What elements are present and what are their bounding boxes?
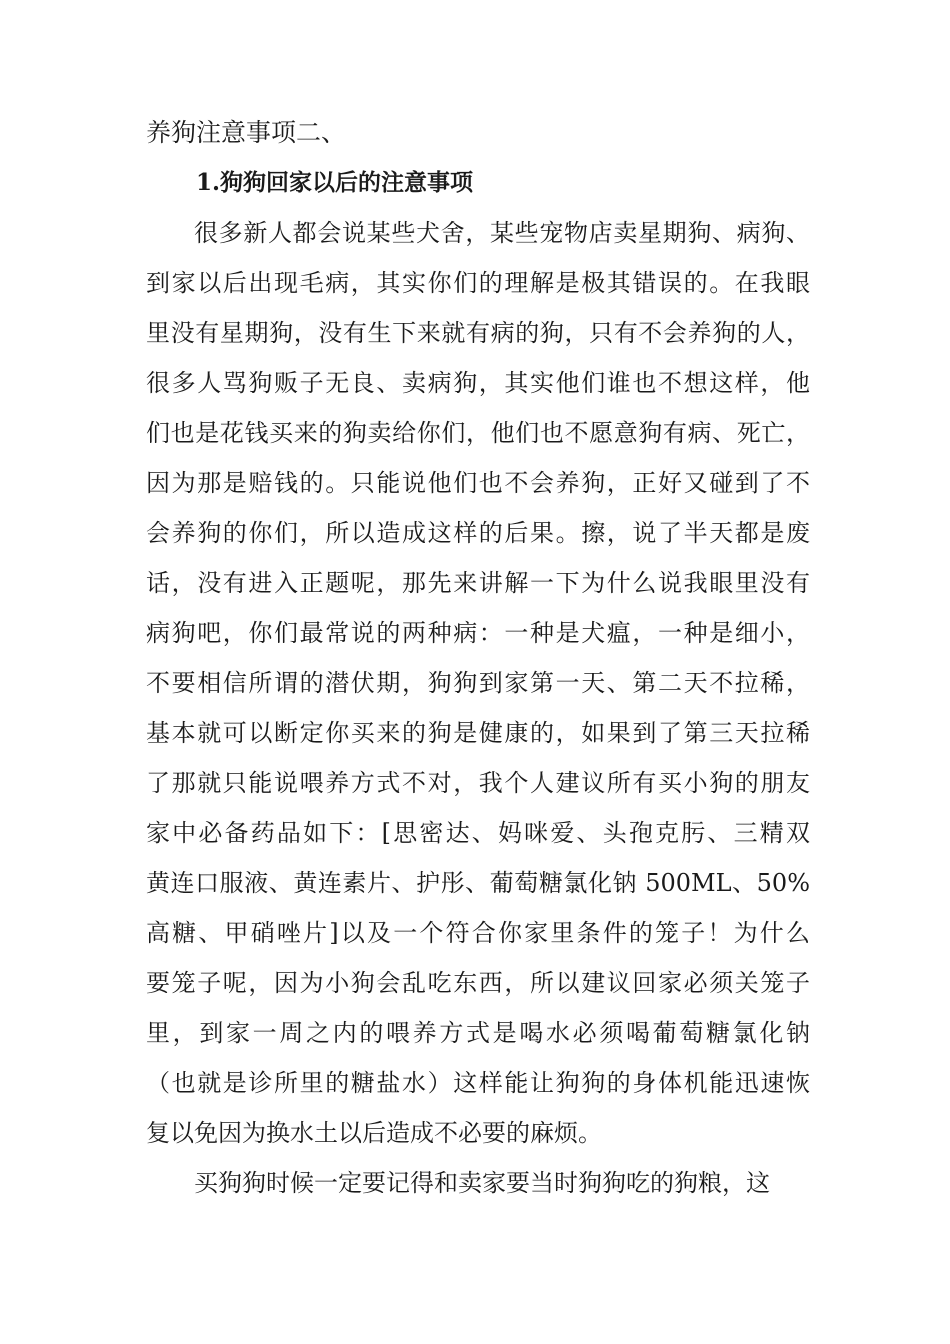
paragraph-line: （也就是诊所里的糖盐水）这样能让狗狗的身体机能迅速恢: [146, 1069, 810, 1097]
paragraph-line: 病狗吧，你们最常说的两种病：一种是犬瘟，一种是细小，: [146, 619, 810, 647]
paragraph-line: 到家以后出现毛病，其实你们的理解是极其错误的。在我眼: [146, 269, 810, 297]
paragraph: [146, 1158, 810, 1208]
paragraph-line: 里，到家一周之内的喂养方式是喝水必须喝葡萄糖氯化钠: [146, 1019, 810, 1047]
paragraph-line: 会养狗的你们，所以造成这样的后果。擦，说了半天都是废: [146, 519, 810, 547]
paragraph-line: 复以免因为换水土以后造成不必要的麻烦。: [146, 1119, 602, 1147]
paragraph-line: 们也是花钱买来的狗卖给你们，他们也不愿意狗有病、死亡，: [146, 419, 810, 447]
paragraph-line: 要笼子呢，因为小狗会乱吃东西，所以建议回家必须关笼子: [146, 969, 810, 997]
paragraph-line: 很多新人都会说某些犬舍，某些宠物店卖星期狗、病狗、: [194, 219, 810, 247]
paragraph-line: 了那就只能说喂养方式不对，我个人建议所有买小狗的朋友: [146, 769, 810, 797]
document-title: 养狗注意事项二、: [146, 118, 347, 147]
paragraph-line: 黄连口服液、黄连素片、护彤、葡萄糖氯化钠 500ML、50%: [146, 869, 810, 897]
paragraph-line: 高糖、甲硝唑片]以及一个符合你家里条件的笼子！为什么: [146, 919, 810, 947]
paragraph-line: 因为那是赔钱的。只能说他们也不会养狗，正好又碰到了不: [146, 469, 810, 497]
paragraph-line: 很多人骂狗贩子无良、卖病狗，其实他们谁也不想这样，他: [146, 369, 810, 397]
paragraph-line: 家中必备药品如下：[思密达、妈咪爱、头孢克肟、三精双: [146, 819, 810, 847]
paragraph-list: [146, 208, 810, 1208]
section-heading: 1.狗狗回家以后的注意事项: [196, 169, 474, 196]
paragraph-line: 基本就可以断定你买来的狗是健康的，如果到了第三天拉稀: [146, 719, 810, 747]
paragraph-line: 买狗狗时候一定要记得和卖家要当时狗狗吃的狗粮，这: [194, 1169, 770, 1197]
paragraph-line: 不要相信所谓的潜伏期，狗狗到家第一天、第二天不拉稀，: [146, 669, 810, 697]
paragraph-line: 话，没有进入正题呢，那先来讲解一下为什么说我眼里没有: [146, 569, 810, 597]
paragraph-line: 里没有星期狗，没有生下来就有病的狗，只有不会养狗的人，: [146, 319, 810, 347]
paragraph: [146, 208, 810, 1158]
document-body: [146, 108, 810, 1208]
